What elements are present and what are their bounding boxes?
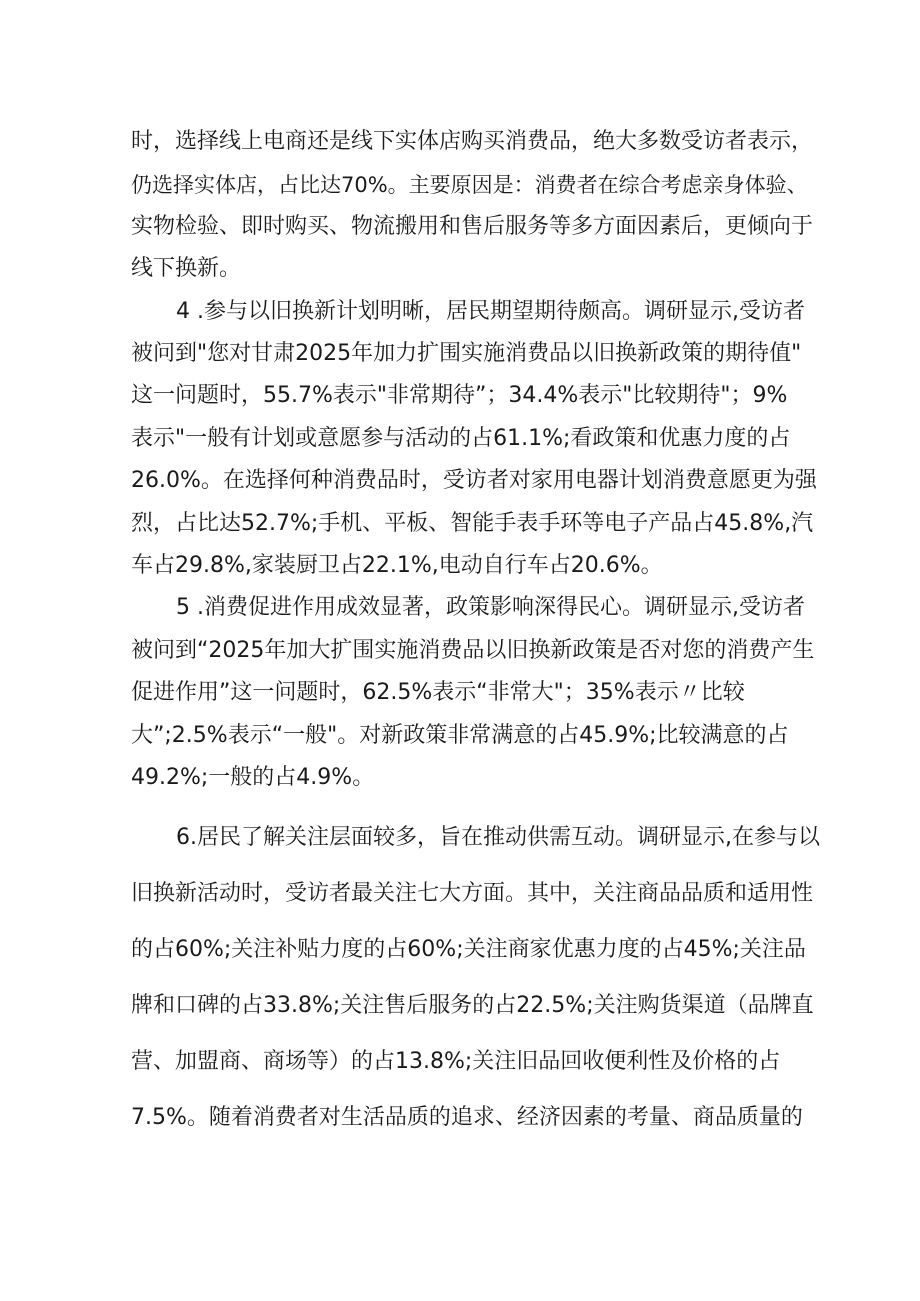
text-line: 促进作用”这一问题时，62.5%表示“非常大"；35%表示〃比较	[131, 680, 745, 705]
text-line: 时，选择线上电商还是线下实体店购买消费品，绝大多数受访者表示，	[131, 129, 814, 154]
text-line: 烈，占比达52.7%;手机、平板、智能手表手环等电子产品占45.8%,汽	[131, 511, 814, 536]
text-line: 被问到“2025年加大扩围实施消费品以旧换新政策是否对您的消费产生	[131, 638, 815, 663]
text-line: 实物检验、即时购买、物流搬用和售后服务等多方面因素后，更倾向于	[131, 214, 814, 239]
text-line: 49.2%;一般的占4.9%。	[131, 765, 375, 790]
text-line: 营、加盟商、商场等）的占13.8%;关注旧品回收便利性及价格的占	[131, 1049, 781, 1074]
text-line: 表示"一般有计划或意愿参与活动的占61.1%;看政策和优惠力度的占	[131, 426, 791, 451]
text-line: 被问到"您对甘肃2025年加力扩围实施消费品以旧换新政策的期待值"	[131, 341, 802, 366]
text-line: 牌和口碑的占33.8%;关注售后服务的占22.5%;关注购货渠道（品牌直	[131, 993, 814, 1018]
paragraph-heading-line: 4 .参与以旧换新计划明晰，居民期望期待颇高。调研显示,受访者	[176, 299, 805, 324]
text-line: 大”;2.5%表示“一般"。对新政策非常满意的占45.9%;比较满意的占	[131, 723, 789, 748]
text-line: 7.5%。随着消费者对生活品质的追求、经济因素的考量、商品质量的	[131, 1105, 803, 1130]
text-line: 线下换新。	[131, 256, 242, 281]
text-line: 26.0%。在选择何种消费品时，受访者对家用电器计划消费意愿更为强	[131, 468, 817, 493]
text-line: 的占60%;关注补贴力度的占60%;关注商家优惠力度的占45%;关注品	[131, 937, 806, 962]
text-line: 这一问题时，55.7%表示"非常期待”；34.4%表示"比较期待"；9%	[131, 383, 788, 408]
text-line: 仍选择实体店，占比达70%。主要原因是：消费者在综合考虑亲身体验、	[131, 173, 808, 197]
text-line: 旧换新活动时，受访者最关注七大方面。其中，关注商品品质和适用性	[131, 881, 814, 906]
paragraph-heading-line: 6.居民了解关注层面较多，旨在推动供需互动。调研显示,在参与以	[176, 825, 820, 850]
paragraph-heading-line: 5 .消费促进作用成效显著，政策影响深得民心。调研显示,受访者	[176, 595, 805, 620]
text-line: 车占29.8%,家装厨卫占22.1%,电动自行车占20.6%。	[131, 553, 663, 578]
